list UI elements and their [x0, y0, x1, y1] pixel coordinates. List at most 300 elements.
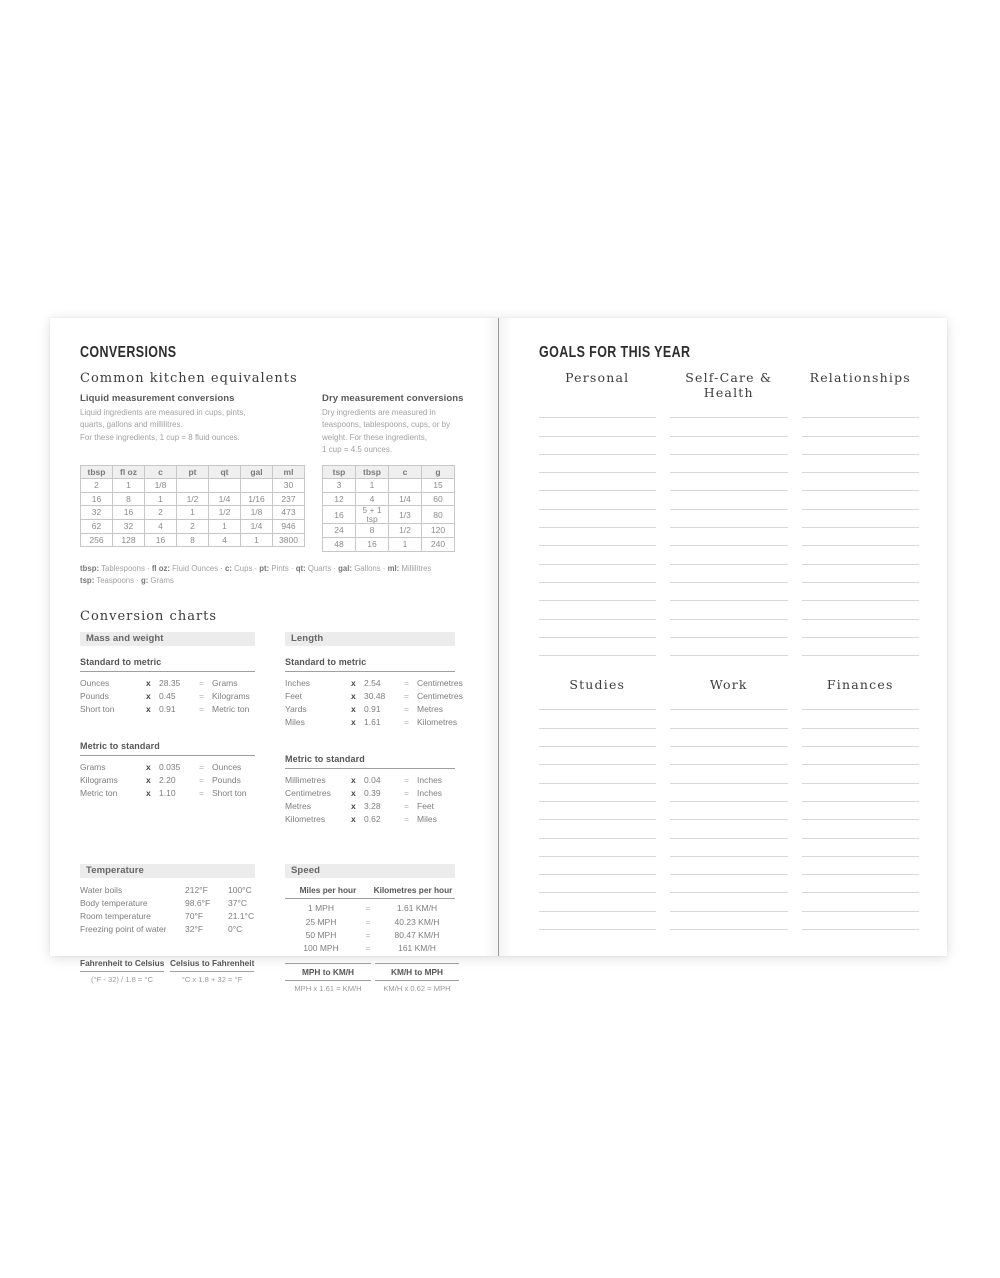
equals-symbol: = [199, 704, 204, 715]
temp-label: Body temperature [80, 898, 148, 909]
ruled-line [539, 620, 657, 638]
kmh-value: 40.23 KM/H [394, 916, 440, 927]
legend-line-1 [80, 563, 478, 575]
ruled-line [670, 820, 788, 838]
ruled-line [802, 784, 920, 802]
table-cell: 8 [113, 492, 145, 506]
legend-item: tbsp: Tablespoons · [80, 563, 152, 573]
celsius-to-fahrenheit [170, 958, 254, 984]
dry-measurement-table [322, 465, 455, 552]
equals-symbol: = [199, 788, 204, 799]
conversion-row [80, 678, 255, 691]
ruled-line [670, 729, 788, 747]
liquid-measurement-table [80, 465, 305, 548]
ruled-line [539, 839, 657, 857]
ruled-line [802, 510, 920, 528]
table-cell: 16 [145, 533, 177, 547]
goal-column-studies [539, 692, 657, 930]
dry-intro [322, 393, 478, 457]
formula-text: KM/H x 0.62 = MPH [383, 984, 451, 994]
conv-from: Millimetres [285, 775, 326, 786]
equals-symbol: = [199, 775, 204, 786]
kitchen-tables-row [80, 465, 478, 552]
ruled-line [802, 418, 920, 436]
conv-from: Inches [285, 678, 311, 689]
ruled-line [539, 528, 657, 546]
ruled-line [802, 546, 920, 564]
conversion-row [285, 788, 455, 801]
table-header-cell: c [389, 465, 422, 479]
ruled-line [670, 638, 788, 656]
conv-to: Ounces [212, 762, 242, 773]
equals-symbol: = [365, 929, 371, 940]
temp-fahrenheit: 212°F [185, 885, 208, 896]
conv-to: Inches [417, 775, 443, 786]
ruled-line [539, 784, 657, 802]
conv-to: Kilograms [212, 691, 250, 702]
table-cell: 16 [113, 506, 145, 520]
description-line: quarts, gallons and millilitres. [80, 420, 183, 430]
multiply-symbol: x [146, 788, 151, 799]
conversion-row [285, 814, 455, 827]
liquid-intro [80, 393, 322, 457]
goal-heading-finances: Finances [826, 677, 894, 693]
table-cell: 1 [145, 492, 177, 506]
conversion-row [285, 704, 455, 717]
conv-to: Inches [417, 788, 443, 799]
equals-symbol: = [365, 916, 371, 927]
conv-factor: 1.10 [159, 788, 176, 799]
mass-weight-bar: Mass and weight [80, 632, 255, 646]
section-speed [285, 864, 455, 993]
table-cell: 1 [356, 479, 389, 493]
table-cell: 24 [323, 524, 356, 538]
planner-spread [50, 318, 947, 994]
table-cell: 32 [81, 506, 113, 520]
ruled-line [802, 638, 920, 656]
conv-factor: 0.39 [364, 788, 381, 799]
conv-factor: 0.91 [364, 704, 381, 715]
table-cell: 4 [145, 519, 177, 533]
table-cell: 3 [323, 479, 356, 493]
table-cell: 80 [422, 506, 455, 524]
conv-from: Metres [285, 801, 311, 812]
conv-factor: 2.54 [364, 678, 381, 689]
page-goals [499, 318, 948, 956]
multiply-symbol: x [146, 762, 151, 773]
conv-factor: 0.035 [159, 762, 181, 773]
conversions-title: CONVERSIONS [80, 344, 177, 361]
table-cell: 1/2 [177, 492, 209, 506]
kitchen-intro-row [80, 393, 478, 457]
table-cell: 12 [323, 492, 356, 506]
conv-factor: 30.48 [364, 691, 386, 702]
table-cell: 240 [422, 537, 455, 551]
speed-formulas [285, 963, 455, 993]
table-cell: 5 + 1 tsp [356, 506, 389, 524]
ruled-line [539, 875, 657, 893]
ruled-line [670, 875, 788, 893]
ruled-line [802, 473, 920, 491]
equals-symbol: = [365, 943, 371, 954]
table-cell: 1 [389, 537, 422, 551]
ruled-line [670, 857, 788, 875]
multiply-symbol: x [351, 814, 356, 825]
conv-from: Kilometres [285, 814, 326, 825]
conv-factor: 1.61 [364, 717, 381, 728]
ruled-line [539, 692, 657, 710]
table-header-cell: tsp [323, 465, 356, 479]
mph-value: 50 MPH [305, 929, 337, 940]
goal-top-lines [539, 400, 920, 656]
ruled-line [670, 437, 788, 455]
ruled-line [802, 455, 920, 473]
formula-text: °C x 1.8 + 32 = °F [181, 975, 243, 985]
length-standard-to-metric [285, 655, 463, 730]
mph-value: 25 MPH [305, 916, 337, 927]
table-cell: 1 [177, 506, 209, 520]
table-cell: 16 [356, 537, 389, 551]
ruled-line [802, 400, 920, 418]
conv-to: Kilometres [417, 717, 458, 728]
table-cell: 1/16 [241, 492, 273, 506]
legend-item: fl oz: Fluid Ounces · [151, 563, 226, 573]
ruled-line [802, 912, 920, 930]
equals-symbol: = [199, 691, 204, 702]
ruled-line [802, 620, 920, 638]
ruled-line [802, 729, 920, 747]
temperature-row [80, 898, 255, 911]
goal-column-work [670, 692, 788, 930]
temp-fahrenheit: 32°F [185, 924, 204, 935]
page-conversions [50, 318, 499, 994]
table-header-cell: gal [241, 465, 273, 479]
liquid-table-header-row [81, 465, 305, 479]
conversion-row [285, 775, 455, 788]
temperature-row [80, 924, 255, 937]
table-cell: 1/8 [241, 506, 273, 520]
description-line: For these ingredients, 1 cup = 8 fluid ounces. [80, 432, 240, 442]
ruled-line [670, 583, 788, 601]
formula-title: MPH to KM/H [285, 963, 371, 981]
table-cell: 1/8 [145, 479, 177, 493]
goal-column-personal [539, 400, 657, 656]
section-temperature [80, 864, 255, 993]
ruled-line [539, 710, 657, 728]
goal-column-selfcare-health [670, 400, 788, 656]
table-cell: 2 [81, 479, 113, 493]
table-cell: 946 [273, 519, 305, 533]
conversion-rows [80, 762, 255, 801]
speed-row [285, 903, 455, 916]
temp-celsius: 0°C [228, 924, 243, 935]
equals-symbol: = [404, 678, 409, 689]
conversion-charts-heading: Conversion charts [80, 609, 218, 625]
ruled-line [802, 710, 920, 728]
conv-factor: 0.04 [364, 775, 381, 786]
conv-to: Short ton [212, 788, 247, 799]
ruled-line [539, 583, 657, 601]
speed-bar: Speed [285, 864, 455, 878]
legend-item: g: Grams [140, 576, 174, 585]
temperature-rows [80, 885, 255, 937]
speed-row [285, 917, 455, 930]
table-cell [177, 479, 209, 493]
goal-bottom-headings [539, 677, 920, 692]
table-cell: 2 [145, 506, 177, 520]
goal-heading-studies: Studies [569, 677, 626, 693]
table-row [323, 492, 455, 506]
ruled-line [539, 400, 657, 418]
conv-to: Pounds [212, 775, 241, 786]
ruled-line [670, 455, 788, 473]
description-line: 1 cup = 4.5 ounces. [322, 445, 393, 455]
ruled-line [539, 437, 657, 455]
ruled-line [670, 491, 788, 509]
multiply-symbol: x [351, 788, 356, 799]
conversion-row [285, 678, 463, 691]
multiply-symbol: x [351, 801, 356, 812]
conversion-row [80, 788, 255, 801]
temp-celsius: 37°C [228, 898, 247, 909]
equals-symbol: = [199, 678, 204, 689]
conversion-row [285, 801, 455, 814]
ruled-line [802, 528, 920, 546]
conv-from: Short ton [80, 704, 115, 715]
ruled-line [802, 565, 920, 583]
ruled-line [539, 455, 657, 473]
table-cell: 8 [177, 533, 209, 547]
goal-top-headings [539, 370, 920, 400]
conv-to: Feet [417, 801, 435, 812]
table-cell: 8 [356, 524, 389, 538]
conv-to: Metres [417, 704, 443, 715]
dry-subheading: Dry measurement conversions [322, 393, 464, 404]
equals-symbol: = [404, 788, 409, 799]
legend-item: qt: Quarts · [295, 563, 339, 573]
ruled-line [539, 510, 657, 528]
ruled-line [802, 802, 920, 820]
temperature-formulas [80, 958, 255, 984]
table-cell: 256 [81, 533, 113, 547]
conv-from: Yards [285, 704, 307, 715]
dry-table-wrap [322, 465, 478, 552]
ruled-line [802, 857, 920, 875]
equals-symbol: = [404, 704, 409, 715]
multiply-symbol: x [146, 775, 151, 786]
formula-text: (°F - 32) / 1.8 = °C [91, 975, 153, 985]
ruled-line [539, 601, 657, 619]
conversion-row [80, 704, 255, 717]
goal-heading-personal: Personal [565, 370, 630, 385]
description-line: Liquid ingredients are measured in cups, pints, [80, 408, 246, 417]
table-row [81, 479, 305, 493]
ruled-line [670, 546, 788, 564]
liquid-subheading: Liquid measurement conversions [80, 393, 235, 404]
section-length [285, 632, 463, 827]
multiply-symbol: x [146, 704, 151, 715]
table-cell [241, 479, 273, 493]
liquid-description [80, 407, 322, 444]
table-row [81, 519, 305, 533]
conv-to: Centimetres [417, 691, 463, 702]
legend-item: pt: Pints · [259, 563, 296, 573]
table-cell: 1 [241, 533, 273, 547]
table-header-cell: tbsp [81, 465, 113, 479]
legend-item: tsp: Teaspoons · [80, 576, 141, 585]
conv-factor: 0.62 [364, 814, 381, 825]
ruled-line [539, 491, 657, 509]
ruled-line [802, 692, 920, 710]
table-header-cell: c [145, 465, 177, 479]
table-header-cell: fl oz [113, 465, 145, 479]
kmh-value: 1.61 KM/H [396, 903, 438, 914]
table-header-cell: ml [273, 465, 305, 479]
table-cell: 48 [323, 537, 356, 551]
ruled-line [670, 565, 788, 583]
ruled-line [670, 893, 788, 911]
mass-standard-to-metric [80, 655, 255, 717]
ruled-line [539, 473, 657, 491]
conversion-row [80, 691, 255, 704]
conv-factor: 3.28 [364, 801, 381, 812]
ruled-line [539, 546, 657, 564]
multiply-symbol: x [351, 704, 356, 715]
temp-celsius: 21.1°C [228, 911, 255, 922]
mph-value: 1 MPH [308, 903, 334, 914]
ruled-line [670, 400, 788, 418]
table-cell: 2 [177, 519, 209, 533]
sub-title: Standard to metric [80, 655, 255, 672]
sub-title: Standard to metric [285, 655, 455, 672]
ruled-line [670, 601, 788, 619]
table-cell: 16 [81, 492, 113, 506]
kmh-column-header: Kilometres per hour [371, 885, 455, 899]
conv-from: Grams [80, 762, 106, 773]
table-header-cell: tbsp [356, 465, 389, 479]
table-cell: 3800 [273, 533, 305, 547]
goal-column-finances [802, 692, 920, 930]
conv-from: Feet [285, 691, 303, 702]
length-metric-to-standard [285, 752, 455, 827]
temperature-row [80, 911, 255, 924]
ruled-line [670, 839, 788, 857]
table-row [81, 533, 305, 547]
formula-title: Fahrenheit to Celsius [80, 958, 164, 972]
ruled-line [670, 473, 788, 491]
equals-symbol: = [404, 801, 409, 812]
ruled-line [670, 784, 788, 802]
legend-line-2 [80, 575, 478, 587]
legend-item: gal: Gallons · [338, 563, 388, 573]
table-row [81, 492, 305, 506]
conv-factor: 0.91 [159, 704, 176, 715]
table-cell: 1/4 [209, 492, 241, 506]
abbreviation-legend [80, 563, 478, 588]
table-row [323, 506, 455, 524]
conv-from: Miles [285, 717, 305, 728]
ruled-line [539, 729, 657, 747]
ruled-line [802, 491, 920, 509]
table-cell: 1/2 [209, 506, 241, 520]
ruled-line [539, 893, 657, 911]
conversion-rows [285, 775, 455, 827]
description-line: teaspoons, tablespoons, cups, or by [322, 420, 451, 430]
kitchen-equivalents-heading: Common kitchen equivalents [80, 371, 298, 386]
ruled-line [802, 820, 920, 838]
table-cell: 30 [273, 479, 305, 493]
table-cell: 60 [422, 492, 455, 506]
speed-row [285, 943, 455, 956]
table-cell: 1 [209, 519, 241, 533]
ruled-line [802, 839, 920, 857]
goal-column-relationships [802, 400, 920, 656]
conv-factor: 28.35 [159, 678, 181, 689]
table-cell: 16 [323, 506, 356, 524]
ruled-line [670, 710, 788, 728]
temperature-bar: Temperature [80, 864, 255, 878]
temperature-row [80, 885, 255, 898]
dry-description [322, 407, 478, 457]
conversion-sections [80, 632, 478, 993]
equals-symbol: = [404, 691, 409, 702]
multiply-symbol: x [351, 691, 356, 702]
conv-from: Ounces [80, 678, 110, 689]
ruled-line [670, 510, 788, 528]
formula-title: Celsius to Fahrenheit [170, 958, 254, 972]
ruled-line [802, 583, 920, 601]
ruled-line [670, 528, 788, 546]
table-cell: 32 [113, 519, 145, 533]
multiply-symbol: x [146, 678, 151, 689]
conv-from: Kilograms [80, 775, 118, 786]
conv-to: Grams [212, 678, 238, 689]
ruled-line [802, 765, 920, 783]
table-cell: 237 [273, 492, 305, 506]
ruled-line [670, 802, 788, 820]
ruled-line [802, 437, 920, 455]
goal-heading-selfcare-health: Self-Care & Health [685, 370, 773, 400]
ruled-line [802, 747, 920, 765]
ruled-line [539, 765, 657, 783]
temp-fahrenheit: 70°F [185, 911, 204, 922]
ruled-line [670, 620, 788, 638]
temp-label: Freezing point of water [80, 924, 167, 935]
goal-heading-relationships: Relationships [809, 370, 911, 385]
table-cell: 120 [422, 524, 455, 538]
equals-symbol: = [404, 717, 409, 728]
fahrenheit-to-celsius [80, 958, 164, 984]
ruled-line [539, 857, 657, 875]
formula-text: MPH x 1.61 = KM/H [294, 984, 362, 994]
table-cell: 1 [113, 479, 145, 493]
speed-column-headers [285, 885, 455, 899]
ruled-line [539, 820, 657, 838]
temp-fahrenheit: 98.6°F [185, 898, 211, 909]
ruled-line [539, 638, 657, 656]
ruled-line [539, 747, 657, 765]
conv-factor: 2.20 [159, 775, 176, 786]
ruled-line [802, 893, 920, 911]
ruled-line [670, 765, 788, 783]
multiply-symbol: x [351, 775, 356, 786]
multiply-symbol: x [146, 691, 151, 702]
mph-to-kmh [285, 963, 371, 993]
conv-to: Metric ton [212, 704, 250, 715]
dry-table-header-row [323, 465, 455, 479]
temp-celsius: 100°C [228, 885, 252, 896]
mph-column-header: Miles per hour [285, 885, 371, 899]
